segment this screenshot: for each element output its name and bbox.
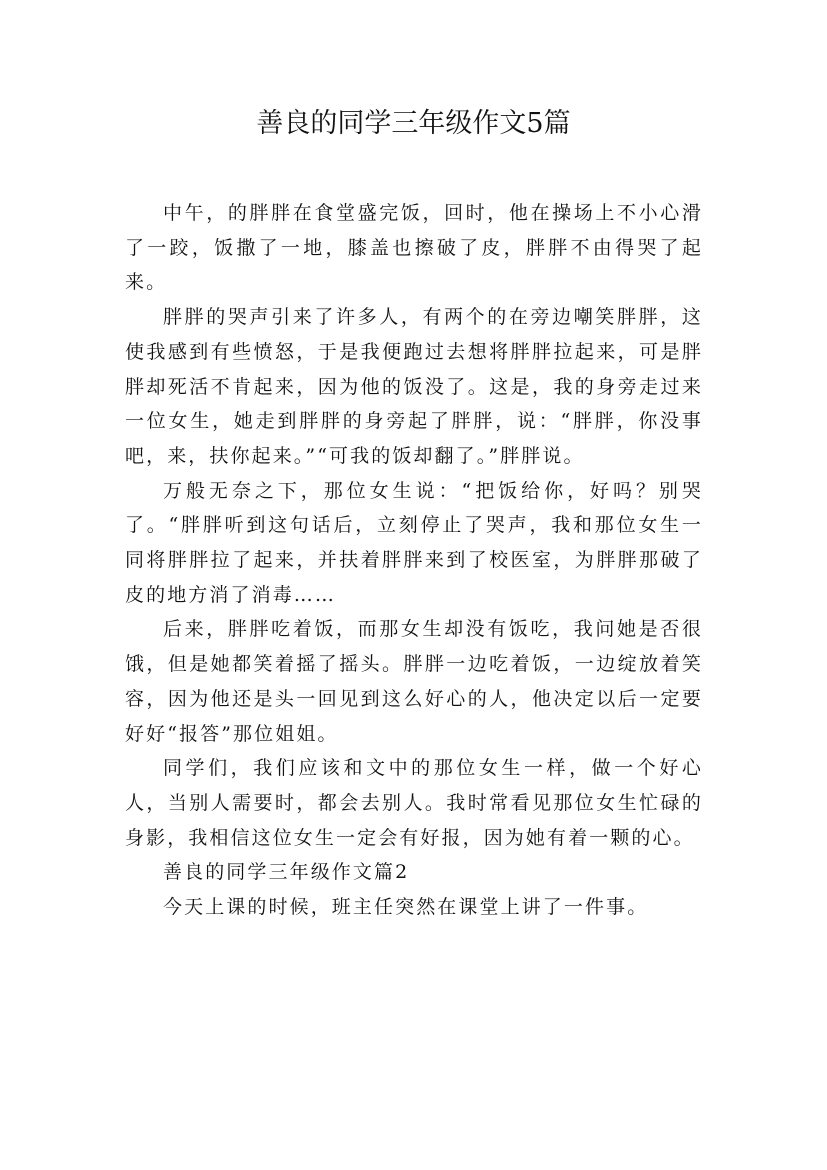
document-title: 善良的同学三年级作文5篇 [256,108,571,139]
section-heading: 善良的同学三年级作文篇2 [163,861,410,884]
paragraph-1: 中午，的胖胖在食堂盛完饭，回时，他在操场上不小心滑了一跤，饭撒了一地，膝盖也擦破了皮，胖胖不由得哭了起来。 [125,202,703,294]
paragraph-2: 胖胖的哭声引来了许多人，有两个的在旁边嘲笑胖胖，这使我感到有些愤怒，于是我便跑过去想将胖胖拉起来，可是胖胖却死活不肯起来，因为他的饭没了。这是，我的身旁走过来一位女生，她走到胖胖的身旁起了胖胖，说：“胖胖，你没事吧，来，扶你起来。”“可我的饭却翻了。”胖胖说。 [125,306,703,467]
paragraph-5: 同学们，我们应该和文中的那位女生一样，做一个好心人，当别人需要时，都会去别人。我时常看见那位女生忙碌的身影，我相信这位女生一定会有好报，因为她有着一颗的心。 [125,757,703,849]
paragraph-3: 万般无奈之下，那位女生说：“把饭给你，好吗？别哭了。“胖胖听到这句话后，立刻停止了哭声，我和那位女生一同将胖胖拉了起来，并扶着胖胖来到了校医室，为胖胖那破了皮的地方消了消毒…… [125,479,703,606]
paragraph-4: 后来，胖胖吃着饭，而那女生却没有饭吃，我问她是否很饿，但是她都笑着摇了摇头。胖胖一边吃着饭，一边绽放着笑容，因为他还是头一回见到这么好心的人，他决定以后一定要好好“报答”那位姐姐。 [125,618,703,745]
document-body [125,196,703,925]
paragraph-6: 今天上课的时候，班主任突然在课堂上讲了一件事。 [163,896,649,919]
